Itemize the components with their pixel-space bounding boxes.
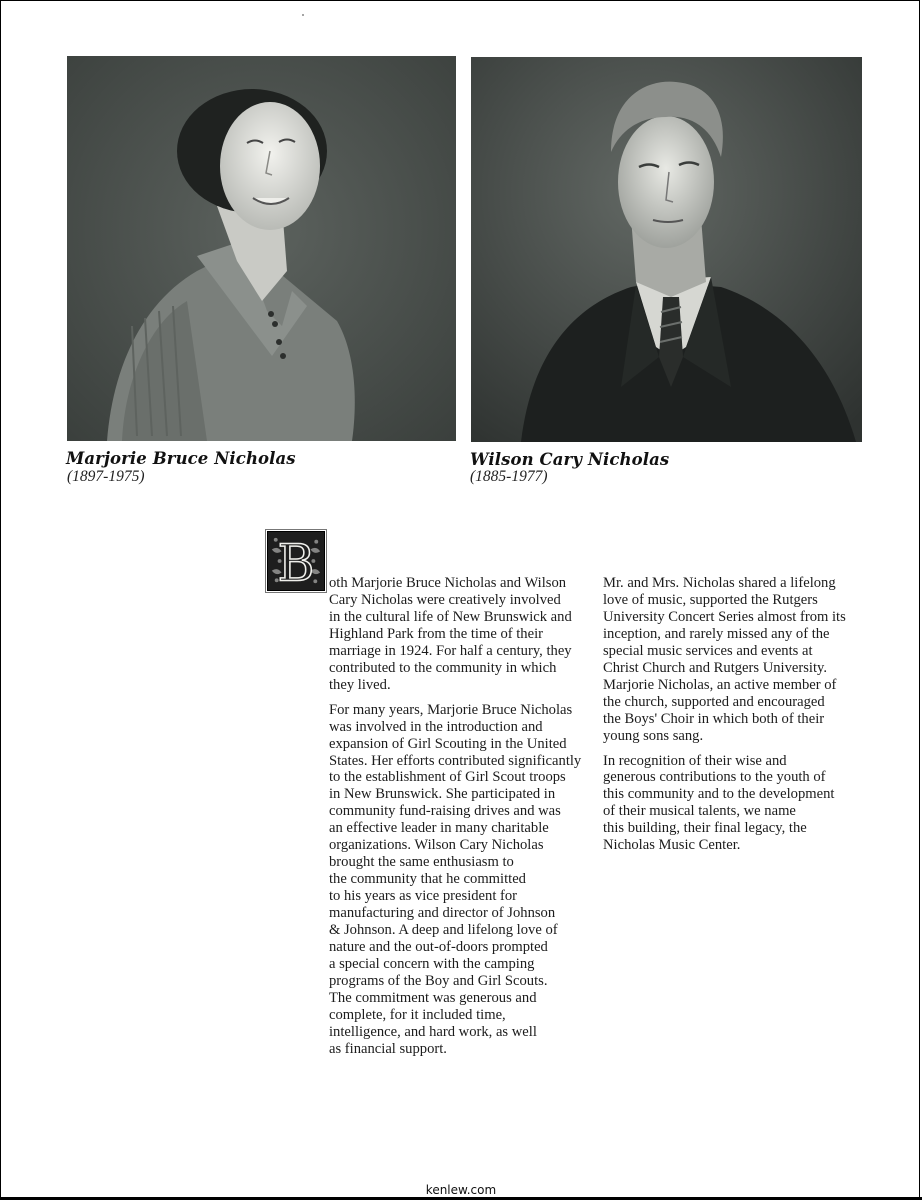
text-line: generous contributions to the youth of xyxy=(603,769,826,786)
text-line: intelligence, and hard work, as well xyxy=(329,1023,537,1040)
article-column-right xyxy=(603,575,865,854)
text-line: special music services and events at xyxy=(603,642,813,659)
article-column-left xyxy=(329,575,591,1058)
text-line: States. Her efforts contributed significantly xyxy=(329,752,582,769)
portrait-caption-name: Marjorie Bruce Nicholas xyxy=(66,449,296,468)
text-line: community fund-raising drives and was xyxy=(329,803,561,820)
text-line: as financial support. xyxy=(329,1040,447,1057)
text-line: For many years, Marjorie Bruce Nicholas xyxy=(329,701,573,718)
article-paragraph xyxy=(603,753,865,855)
text-line: young sons sang. xyxy=(603,727,704,744)
portrait-caption-dates: (1885-1977) xyxy=(470,468,548,485)
text-line: Mr. and Mrs. Nicholas shared a lifelong xyxy=(603,575,836,591)
text-line: this community and to the development xyxy=(603,786,835,803)
portrait-caption-dates: (1897-1975) xyxy=(67,468,145,485)
text-line: the Boys' Choir in which both of their xyxy=(603,710,825,727)
footer-credit-link[interactable]: kenlew.com xyxy=(425,1183,497,1197)
text-line: an effective leader in many charitable xyxy=(329,820,549,837)
man-portrait-image xyxy=(471,57,862,442)
ornamental-letter-b-icon xyxy=(268,532,324,590)
text-line: organizations. Wilson Cary Nicholas xyxy=(329,837,544,854)
portrait-marjorie-bruce-nicholas xyxy=(67,56,456,441)
text-line: expansion of Girl Scouting in the United xyxy=(329,735,567,752)
text-line: to his years as vice president for xyxy=(329,888,518,905)
text-line: the church, supported and encouraged xyxy=(603,693,825,710)
text-line: marriage in 1924. For half a century, they xyxy=(329,642,572,659)
text-line: In recognition of their wise and xyxy=(603,752,787,769)
text-line: this building, their final legacy, the xyxy=(603,820,807,837)
article-paragraph xyxy=(603,575,865,745)
svg-text:B: B xyxy=(277,533,315,590)
text-line: The commitment was generous and xyxy=(329,989,537,1006)
text-line: in the cultural life of New Brunswick and xyxy=(329,608,572,625)
text-line: programs of the Boy and Girl Scouts. xyxy=(329,972,548,989)
article-paragraph xyxy=(329,702,591,1058)
article-paragraph xyxy=(329,575,591,694)
portrait-caption-name: Wilson Cary Nicholas xyxy=(470,450,670,469)
woman-portrait-image xyxy=(67,56,456,441)
text-line: Cary Nicholas were creatively involved xyxy=(329,591,561,608)
text-line: of their musical talents, we name xyxy=(603,803,796,820)
text-line: & Johnson. A deep and lifelong love of xyxy=(329,922,558,939)
text-line: University Concert Series almost from its xyxy=(603,608,846,625)
text-line: to the establishment of Girl Scout troops xyxy=(329,769,566,786)
text-line: complete, for it included time, xyxy=(329,1006,506,1023)
drop-cap-initial xyxy=(267,531,325,591)
text-line: contributed to the community in which xyxy=(329,659,557,676)
text-line: brought the same enthusiasm to xyxy=(329,854,514,871)
text-line: oth Marjorie Bruce Nicholas and Wilson xyxy=(329,575,567,591)
text-line: Highland Park from the time of their xyxy=(329,625,543,642)
text-line: Christ Church and Rutgers University. xyxy=(603,659,828,676)
text-line: the community that he committed xyxy=(329,871,526,888)
text-line: manufacturing and director of Johnson xyxy=(329,905,556,922)
text-line: in New Brunswick. She participated in xyxy=(329,786,556,803)
text-line: they lived. xyxy=(329,676,391,693)
text-line: Nicholas Music Center. xyxy=(603,837,741,854)
scan-speck xyxy=(302,14,304,16)
text-line: love of music, supported the Rutgers xyxy=(603,591,818,608)
text-line: inception, and rarely missed any of the xyxy=(603,625,830,642)
text-line: was involved in the introduction and xyxy=(329,718,543,735)
text-line: Marjorie Nicholas, an active member of xyxy=(603,676,837,693)
text-line: nature and the out-of-doors prompted xyxy=(329,939,548,956)
text-line: a special concern with the camping xyxy=(329,955,535,972)
portrait-wilson-cary-nicholas xyxy=(471,57,862,442)
